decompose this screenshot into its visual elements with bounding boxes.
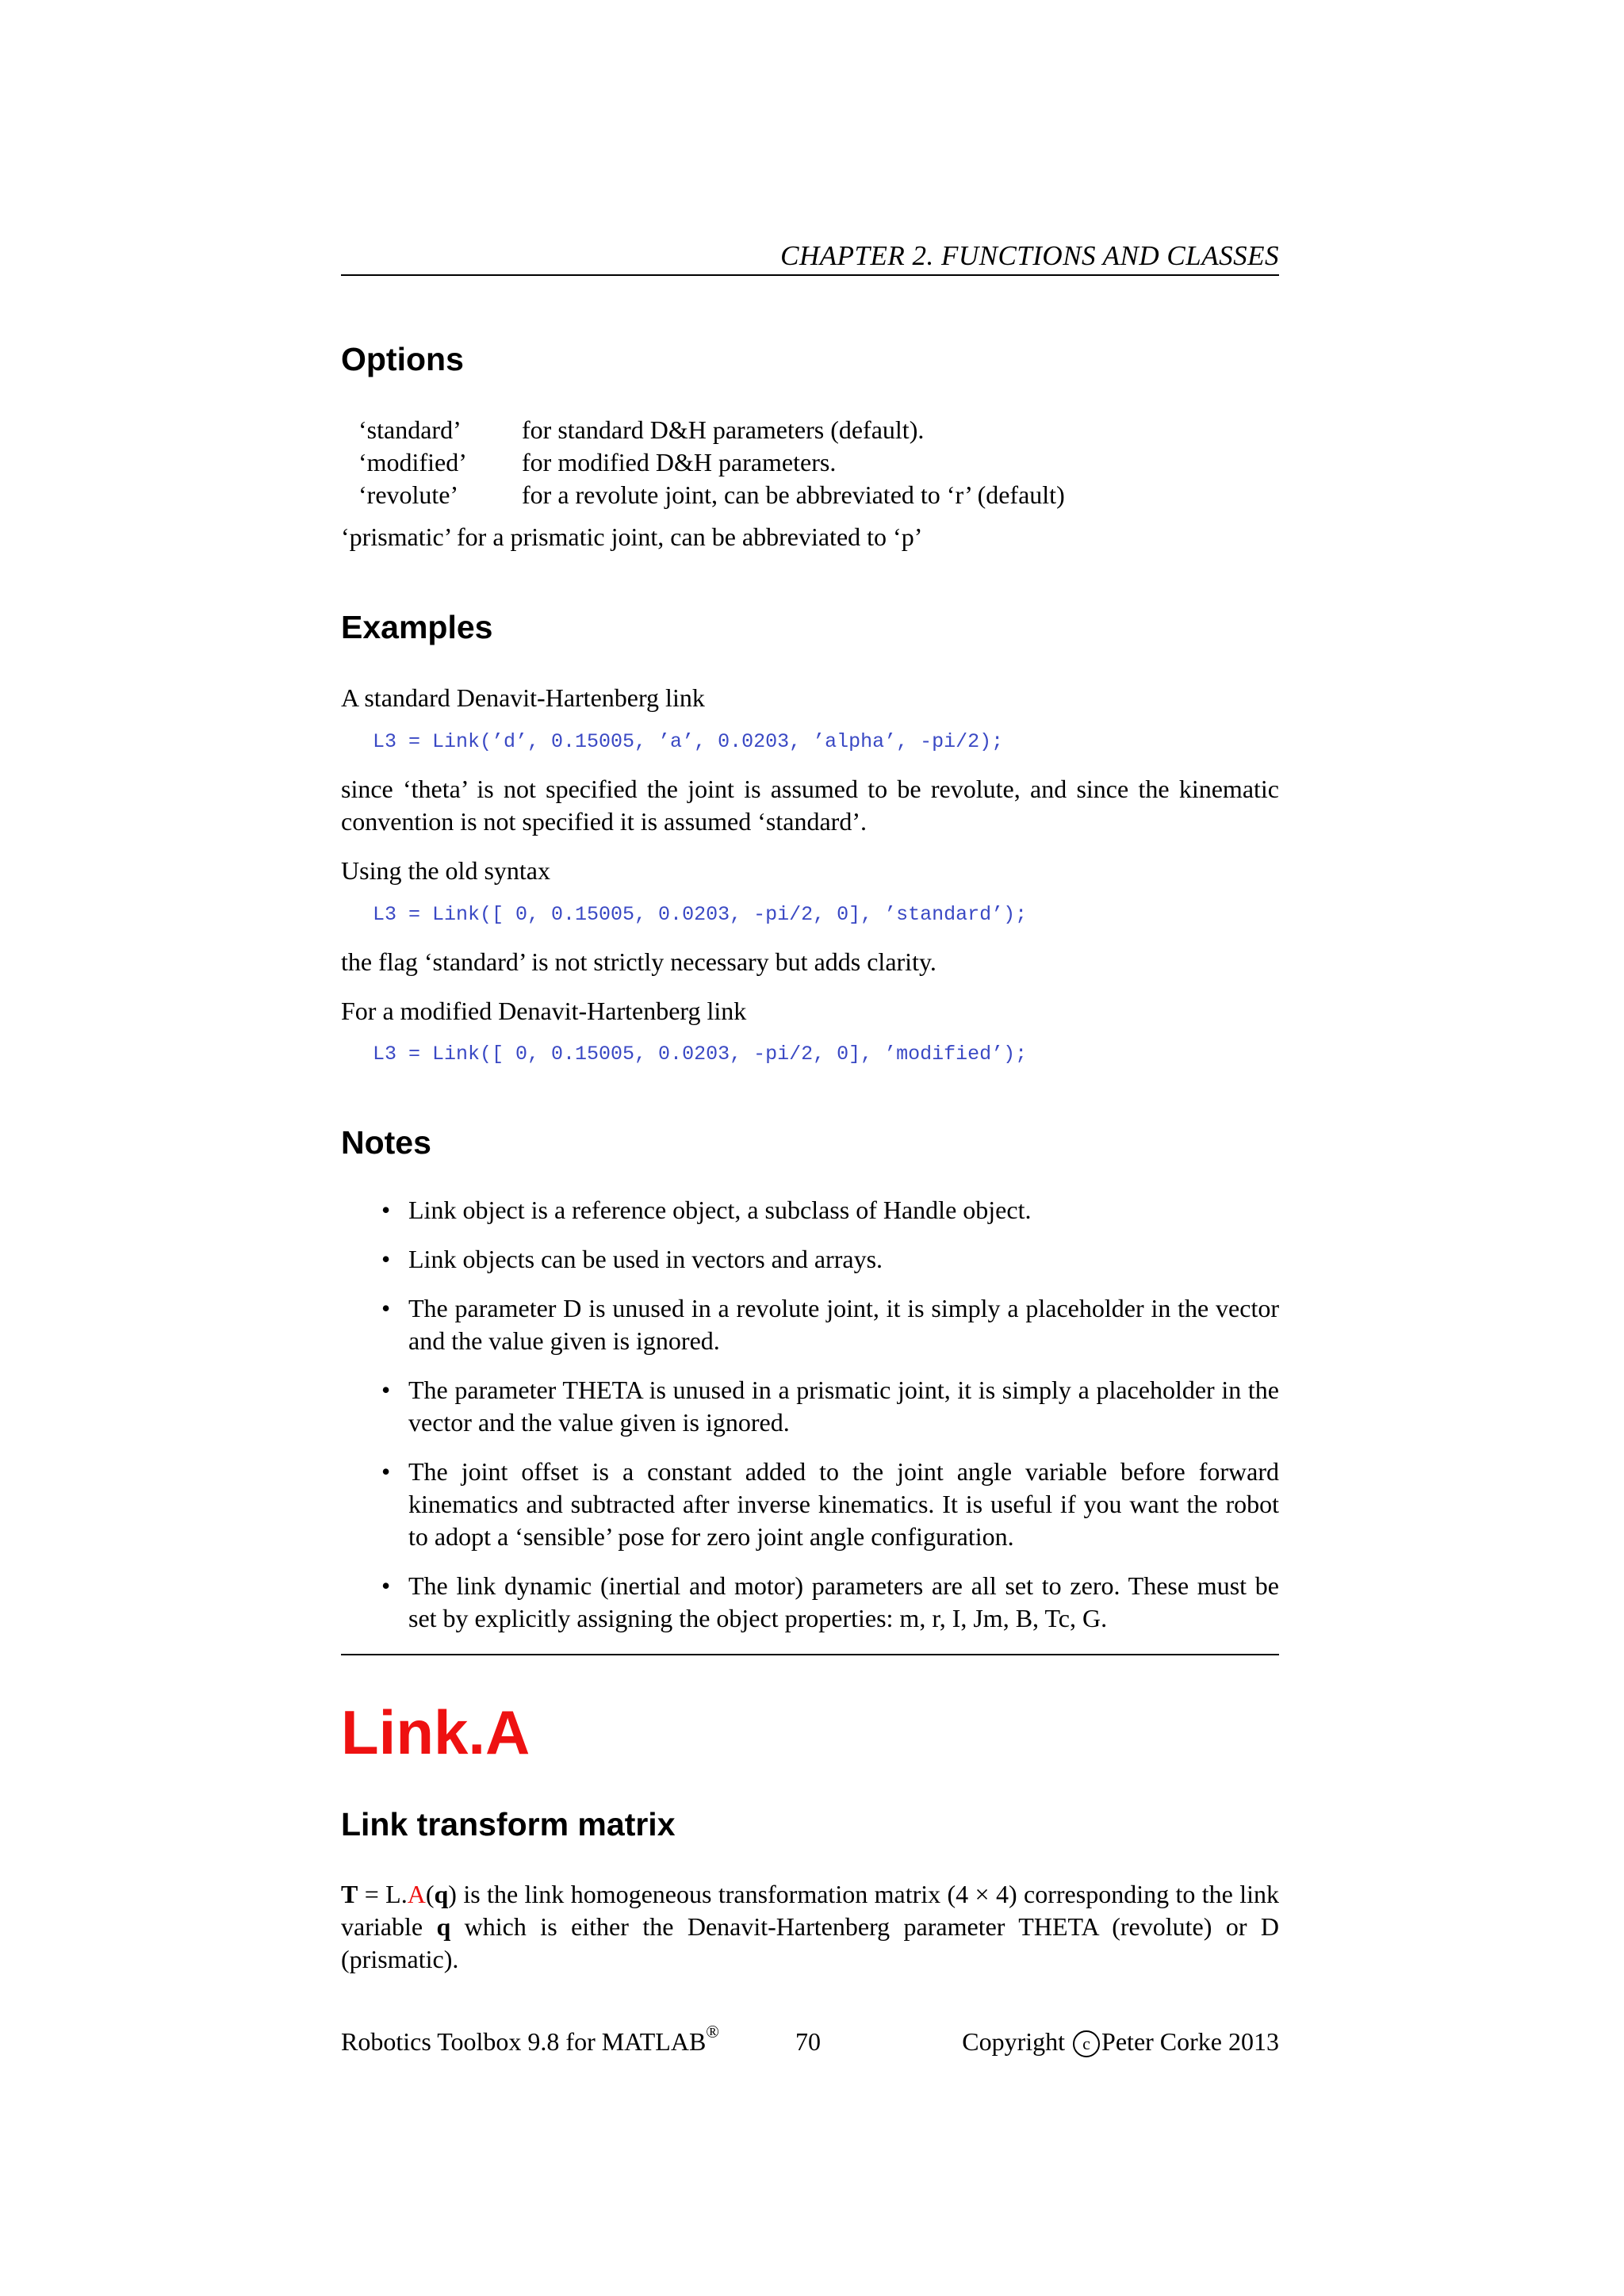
note-text: The parameter THETA is unused in a prismatic joint, it is simply a placeholder in the vector and the value given is ignored. — [408, 1376, 1279, 1437]
option-row — [358, 479, 1065, 511]
footer-title: Robotics Toolbox 9.8 for MATLAB — [341, 2027, 707, 2056]
option-desc: for a revolute joint, can be abbreviated to ‘r’ (default) — [522, 480, 1065, 509]
bullet-icon: • — [381, 1571, 391, 1600]
options-heading: Options — [341, 341, 464, 377]
registered-mark: ® — [706, 2022, 719, 2042]
running-header: CHAPTER 2. FUNCTIONS AND CLASSES — [780, 240, 1279, 271]
list-item — [341, 1194, 1279, 1226]
page-footer — [341, 2022, 1279, 2061]
list-item — [341, 1456, 1279, 1553]
notes-list — [341, 1194, 1279, 1651]
symbol-q: q — [434, 1880, 449, 1908]
footer-copyright — [962, 2022, 1279, 2061]
option-key: ‘revolute’ — [358, 480, 459, 509]
code-block: L3 = Link([ 0, 0.15005, 0.0203, -pi/2, 0], ’standard’); — [373, 903, 1028, 926]
example-text: A standard Denavit-Hartenberg link — [341, 683, 705, 712]
bullet-icon: • — [381, 1376, 391, 1404]
option-desc: for standard D&H parameters (default). — [522, 415, 925, 444]
example-text: Using the old syntax — [341, 856, 550, 885]
link-a-subheading: Link transform matrix — [341, 1806, 676, 1843]
header-rule — [341, 274, 1279, 276]
example-text: the flag ‘standard’ is not strictly necessary but adds clarity. — [341, 947, 936, 976]
note-text: The parameter D is unused in a revolute joint, it is simply a placeholder in the vector and the value given is ignored. — [408, 1294, 1279, 1355]
section-title: Link.A — [341, 1697, 530, 1767]
note-text: Link objects can be used in vectors and arrays. — [408, 1245, 883, 1273]
option-prismatic-line: ‘prismatic’ for a prismatic joint, can be abbreviated to ‘p’ — [341, 522, 923, 551]
description-text: ) is the link homogeneous transformation matrix (4 × 4) corresponding to the link variable — [341, 1880, 1280, 1941]
list-item — [341, 1374, 1279, 1439]
option-row — [358, 414, 924, 446]
option-key: ‘modified’ — [358, 448, 467, 476]
copyright-label: Copyright — [962, 2027, 1072, 2056]
code-block: L3 = Link([ 0, 0.15005, 0.0203, -pi/2, 0], ’modified’); — [373, 1043, 1028, 1066]
option-row — [358, 446, 836, 479]
list-item — [341, 1570, 1279, 1635]
bullet-icon: • — [381, 1196, 391, 1224]
list-item — [341, 1243, 1279, 1276]
link-A-reference: A — [407, 1880, 426, 1908]
page-number: 70 — [795, 2027, 821, 2056]
note-text: The link dynamic (inertial and motor) parameters are all set to zero. These must be set by explicitly assigning the object properties: m, r, I, Jm, B, Tc, G. — [408, 1571, 1279, 1632]
note-text: Link object is a reference object, a subclass of Handle object. — [408, 1196, 1032, 1224]
symbol-T: T — [341, 1880, 358, 1908]
code-block: L3 = Link(’d’, 0.15005, ’a’, 0.0203, ’alpha’, -pi/2); — [373, 730, 1004, 753]
link-a-description — [341, 1878, 1279, 1976]
note-text: The joint offset is a constant added to the joint angle variable before forward kinematics and subtracted after inverse kinematics. It is useful if you want the robot to adopt a ‘sensible’ pose for zero joint angle configuration. — [408, 1457, 1279, 1551]
bullet-icon: • — [381, 1294, 391, 1322]
option-desc: for modified D&H parameters. — [522, 448, 837, 476]
option-key: ‘standard’ — [358, 415, 462, 444]
description-text: = L. — [358, 1880, 408, 1908]
example-text: For a modified Denavit-Hartenberg link — [341, 997, 747, 1025]
list-item — [341, 1292, 1279, 1357]
copyright-holder: Peter Corke 2013 — [1101, 2027, 1279, 2056]
footer-left — [341, 2022, 719, 2061]
description-text: which is either the Denavit-Hartenberg parameter THETA (revolute) or D (prismatic). — [341, 1912, 1280, 1973]
bullet-icon: • — [381, 1245, 391, 1273]
bullet-icon: • — [381, 1457, 391, 1486]
copyright-icon: c — [1073, 2030, 1100, 2057]
symbol-q: q — [436, 1912, 451, 1941]
example-text: since ‘theta’ is not specified the joint is assumed to be revolute, and since the kinematic convention is not specified it is assumed ‘standard’. — [341, 775, 1279, 836]
notes-heading: Notes — [341, 1124, 431, 1161]
section-divider — [341, 1654, 1279, 1655]
examples-heading: Examples — [341, 609, 493, 645]
description-text: ( — [425, 1880, 435, 1908]
